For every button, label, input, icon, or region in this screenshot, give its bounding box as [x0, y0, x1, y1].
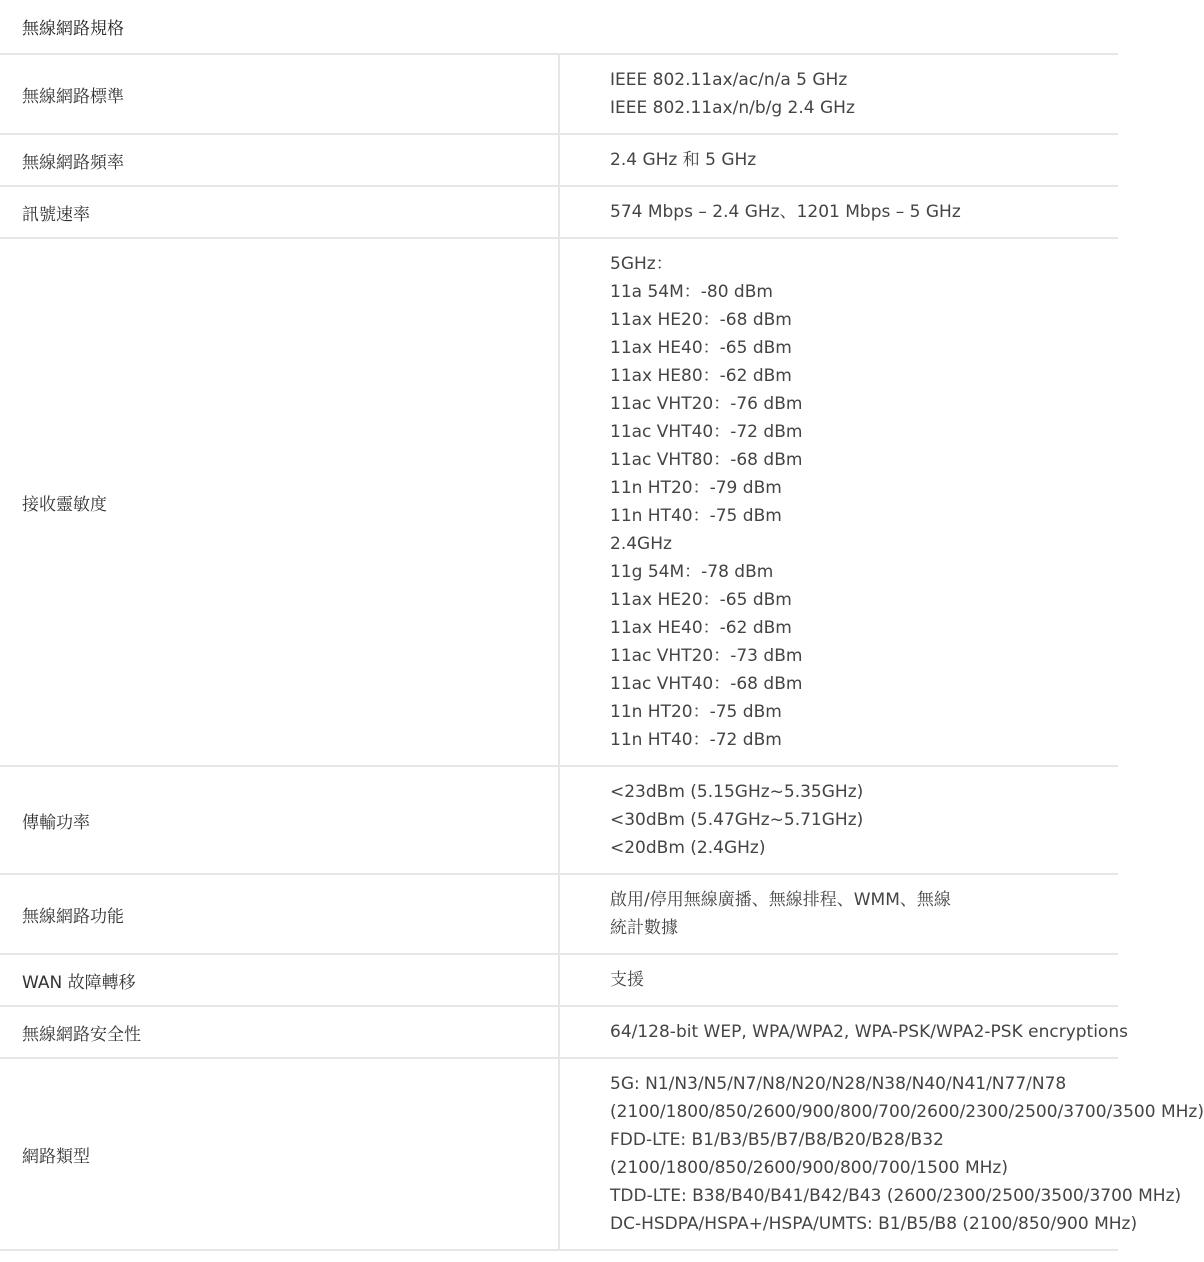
spec-value [559, 238, 1118, 766]
spec-row [0, 954, 1118, 1006]
spec-row [0, 134, 1118, 186]
spec-row [0, 186, 1118, 238]
spec-value-line: 啟用/停用無線廣播、無線排程、WMM、無線 [610, 890, 951, 910]
spec-value-line: 2.4 GHz 和 5 GHz [610, 150, 757, 170]
spec-value-line: 2.4GHz [610, 534, 672, 554]
spec-value-line: 11g 54M：-78 dBm [610, 562, 774, 582]
spec-row [0, 1006, 1118, 1058]
spec-value-line: 11ax HE20：-68 dBm [610, 310, 792, 330]
spec-row [0, 54, 1118, 134]
spec-row [0, 766, 1118, 874]
section-title: 無線網路規格 [0, 0, 1118, 54]
spec-row [0, 238, 1118, 766]
spec-value-line: 11a 54M：-80 dBm [610, 282, 773, 302]
spec-value-line: 11ax HE20：-65 dBm [610, 590, 792, 610]
spec-value [559, 766, 1118, 874]
spec-value-line: 11ac VHT80：-68 dBm [610, 450, 803, 470]
spec-label: WAN 故障轉移 [0, 954, 559, 1006]
spec-value-line: IEEE 802.11ax/ac/n/a 5 GHz [610, 70, 848, 90]
spec-row [0, 874, 1118, 954]
spec-value-line: <23dBm (5.15GHz~5.35GHz) [610, 782, 864, 802]
spec-label: 無線網路頻率 [0, 134, 559, 186]
spec-row [0, 1058, 1118, 1250]
spec-value-line: 5G: N1/N3/N5/N7/N8/N20/N28/N38/N40/N41/N77/N78 [610, 1074, 1067, 1094]
spec-value-line: 11n HT40：-72 dBm [610, 730, 782, 750]
spec-label: 傳輸功率 [0, 766, 559, 874]
spec-value-line: 11ax HE40：-62 dBm [610, 618, 792, 638]
spec-value-line: <30dBm (5.47GHz~5.71GHz) [610, 810, 864, 830]
spec-value [559, 134, 1118, 186]
spec-value-line: 5GHz： [610, 254, 673, 274]
spec-value-line: DC-HSDPA/HSPA+/HSPA/UMTS: B1/B5/B8 (2100/850/900 MHz) [610, 1214, 1138, 1234]
spec-value [559, 186, 1118, 238]
spec-value [559, 954, 1118, 1006]
spec-value-line: 11n HT20：-79 dBm [610, 478, 782, 498]
spec-value-line: (2100/1800/850/2600/900/800/700/1500 MHz) [610, 1158, 1008, 1178]
spec-label: 無線網路安全性 [0, 1006, 559, 1058]
spec-value-line: 11ax HE80：-62 dBm [610, 366, 792, 386]
spec-value-line: 11ac VHT20：-73 dBm [610, 646, 803, 666]
spec-value-line: 11ac VHT20：-76 dBm [610, 394, 803, 414]
spec-label: 接收靈敏度 [0, 238, 559, 766]
spec-value [559, 1006, 1128, 1058]
spec-value-line: 11n HT40：-75 dBm [610, 506, 782, 526]
spec-value-line: 574 Mbps – 2.4 GHz、1201 Mbps – 5 GHz [610, 202, 961, 222]
spec-value-line: 11ac VHT40：-72 dBm [610, 422, 803, 442]
spec-label: 訊號速率 [0, 186, 559, 238]
spec-label: 無線網路功能 [0, 874, 559, 954]
spec-value-line: 11n HT20：-75 dBm [610, 702, 782, 722]
spec-label: 無線網路標準 [0, 54, 559, 134]
spec-value [559, 874, 1118, 954]
spec-value-line: <20dBm (2.4GHz) [610, 838, 766, 858]
spec-value [559, 54, 1118, 134]
spec-value-line: 11ac VHT40：-68 dBm [610, 674, 803, 694]
spec-value-line: FDD-LTE: B1/B3/B5/B7/B8/B20/B28/B32 [610, 1130, 944, 1150]
spec-value-line: 支援 [610, 970, 644, 990]
spec-value-line: (2100/1800/850/2600/900/800/700/2600/2300/2500/3700/3500 MHz) [610, 1102, 1204, 1122]
section-header-row [0, 0, 1118, 54]
spec-value-line: 64/128-bit WEP, WPA/WPA2, WPA-PSK/WPA2-PSK encryptions [610, 1022, 1128, 1042]
spec-value-line: TDD-LTE: B38/B40/B41/B42/B43 (2600/2300/2500/3500/3700 MHz) [610, 1186, 1182, 1206]
spec-value-line: 11ax HE40：-65 dBm [610, 338, 792, 358]
spec-value [559, 1058, 1204, 1250]
spec-value-line: IEEE 802.11ax/n/b/g 2.4 GHz [610, 98, 855, 118]
spec-label: 網路類型 [0, 1058, 559, 1250]
spec-value-line: 統計數據 [610, 918, 678, 938]
